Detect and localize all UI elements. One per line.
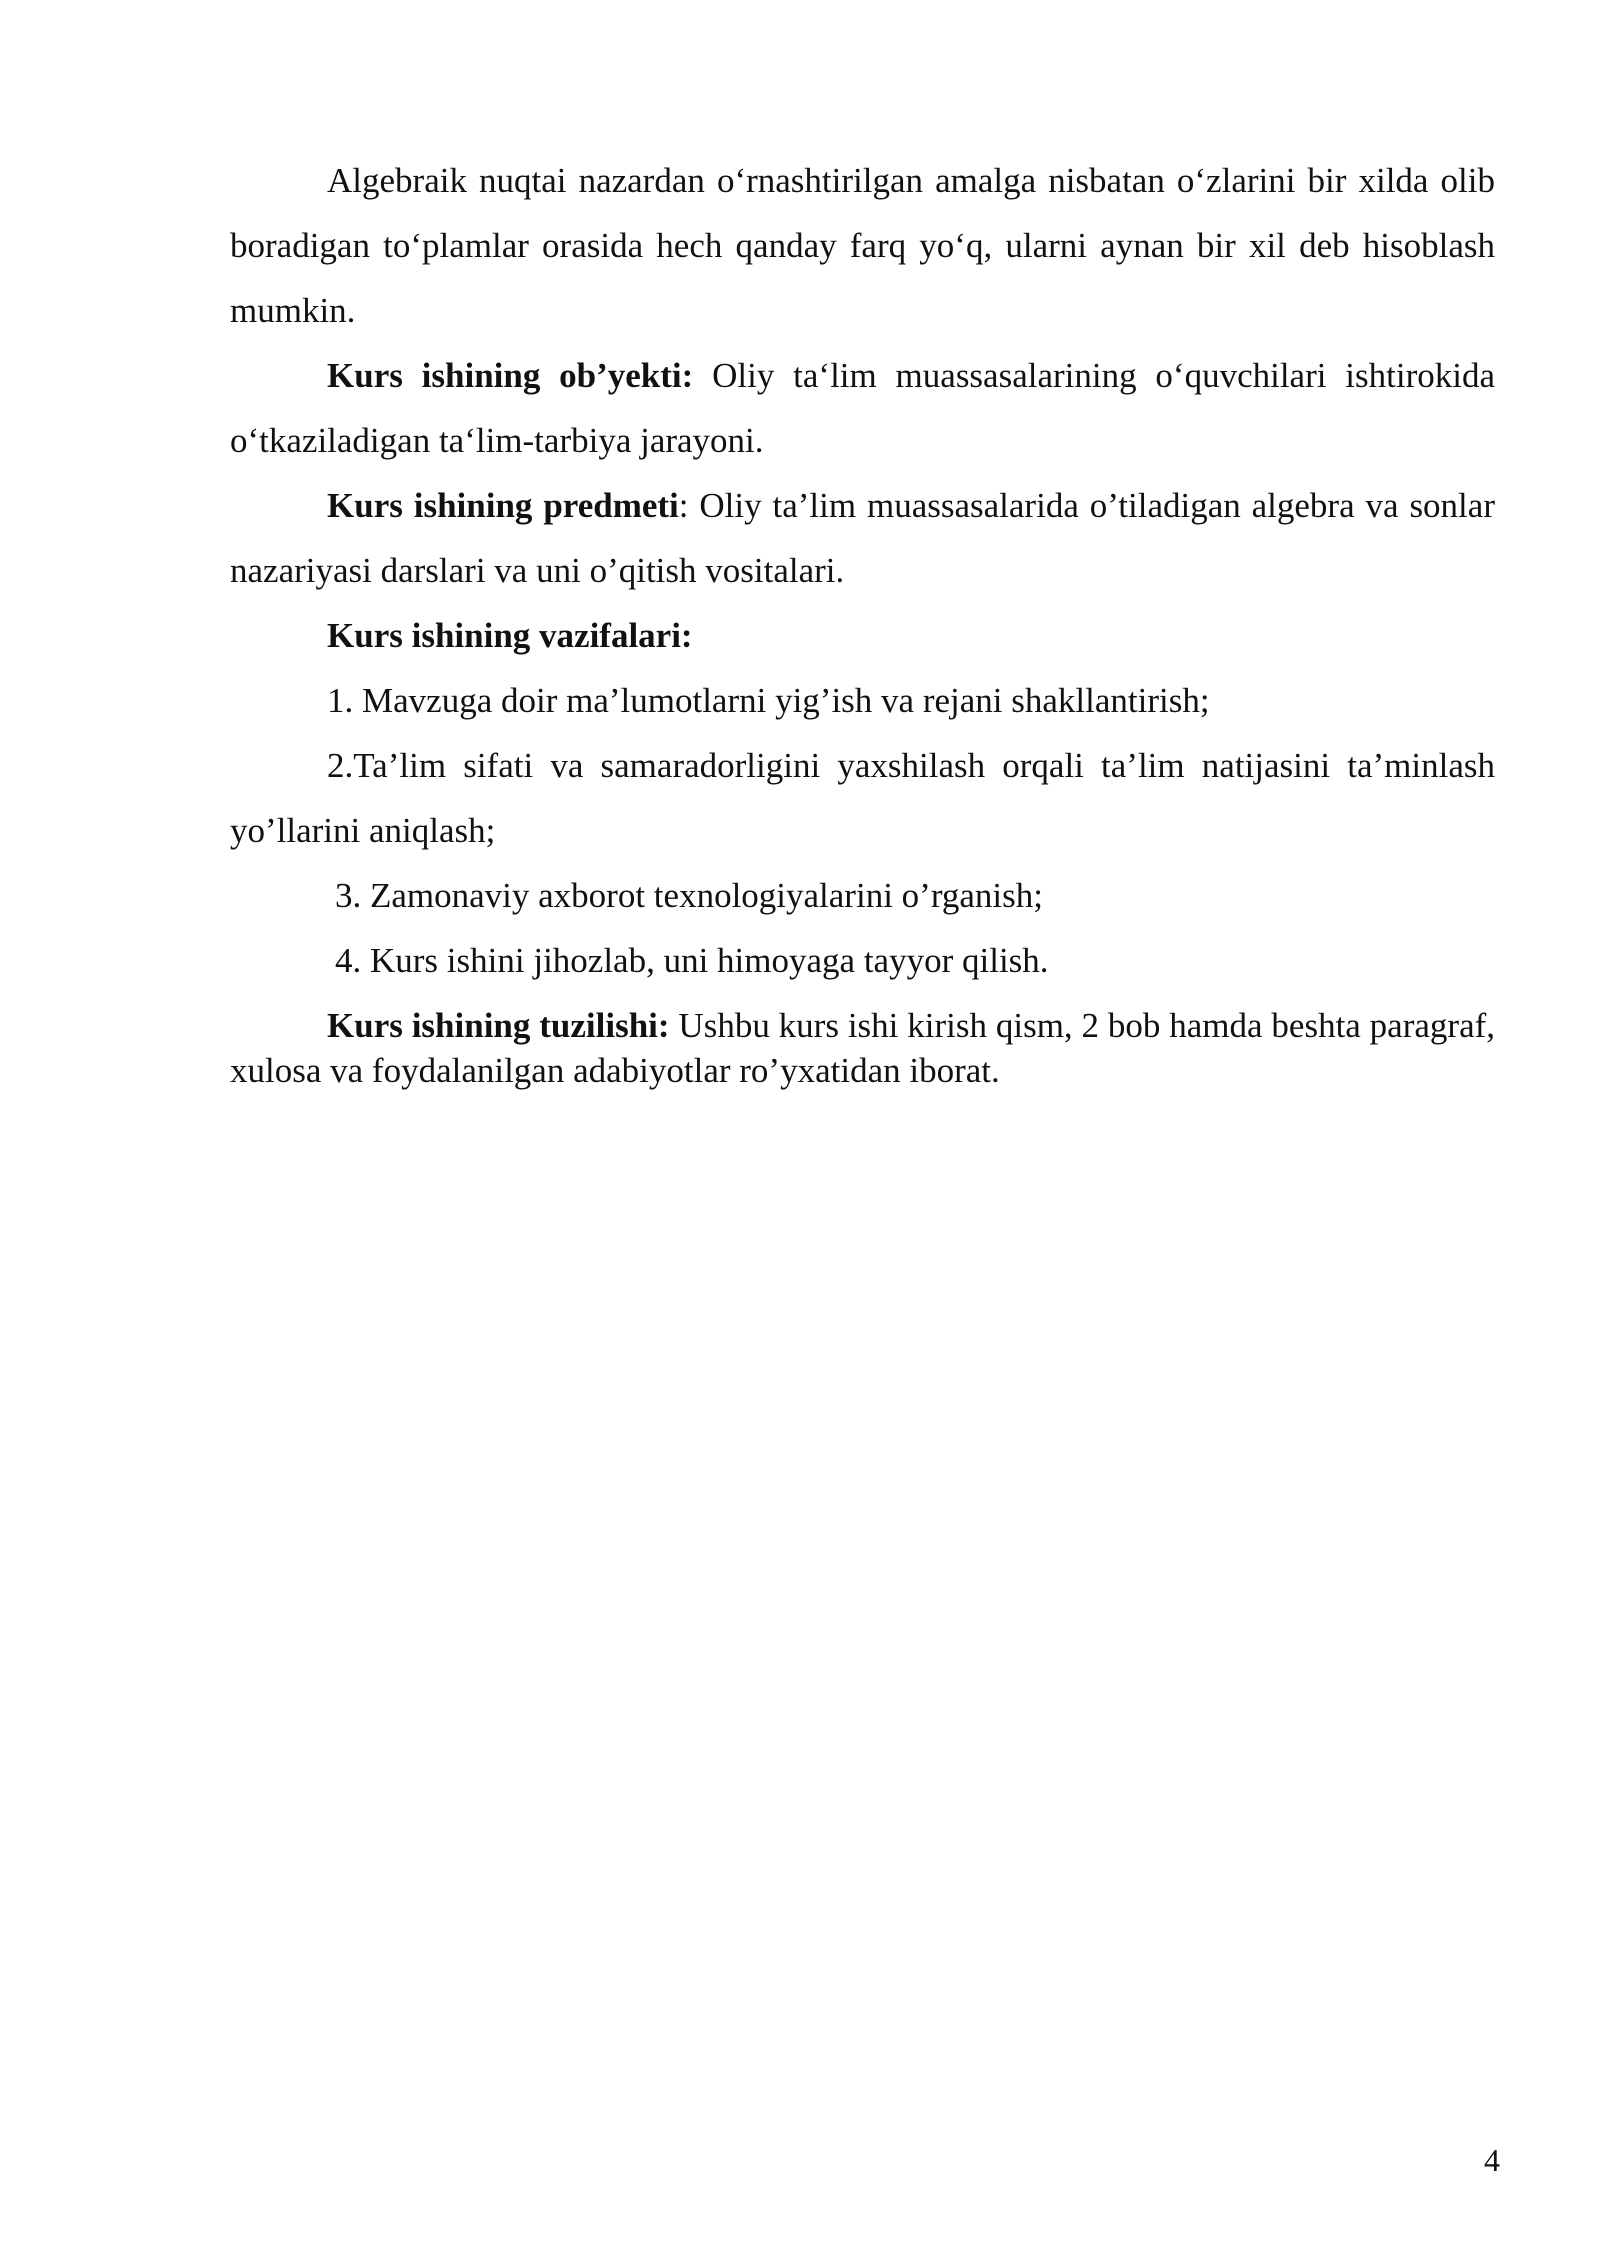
- task-2-text: 2.Ta’lim sifati va samaradorligini yaxshilash orqali ta’lim natijasini ta’minlash yo’llarini aniqlash;: [230, 746, 1495, 850]
- tasks-heading: [230, 603, 1495, 668]
- structure-paragraph: [230, 1003, 1495, 1093]
- subject-paragraph: [230, 473, 1495, 603]
- intro-paragraph: [230, 148, 1495, 343]
- task-3-text: 3. Zamonaviy axborot texnologiyalarini o’rganish;: [335, 876, 1043, 915]
- subject-text: : Oliy ta’lim muassasalarida o’tiladigan algebra va sonlar nazariyasi darslari va uni o’qitish vositalari.: [230, 486, 1495, 590]
- task-item-2: [230, 733, 1495, 863]
- tasks-label: Kurs ishining vazifalari:: [327, 616, 693, 655]
- task-1-text: 1. Mavzuga doir ma’lumotlarni yig’ish va rejani shakllantirish;: [327, 681, 1210, 720]
- intro-text: Algebraik nuqtai nazardan o‘rnashtirilgan amalga nisbatan o‘zlarini bir xilda olib boradigan to‘plamlar orasida hech qanday farq yo‘q, ularni aynan bir xil deb hisoblash mumkin.: [230, 161, 1495, 330]
- object-label: Kurs ishining ob’yekti:: [327, 356, 694, 395]
- task-4-text: 4. Kurs ishini jihozlab, uni himoyaga tayyor qilish.: [335, 941, 1049, 980]
- task-item-3: [230, 863, 1495, 928]
- task-item-1: [230, 668, 1495, 733]
- structure-text: Ushbu kurs ishi kirish qism, 2 bob hamda beshta paragraf, xulosa va foydalanilgan adabiyotlar ro’yxatidan iborat.: [230, 1006, 1496, 1090]
- task-item-4: [230, 928, 1495, 993]
- document-body: [230, 148, 1495, 1093]
- page-number: 4: [1484, 2142, 1500, 2178]
- subject-label: Kurs ishining predmeti: [327, 486, 679, 525]
- object-paragraph: [230, 343, 1495, 473]
- object-text: Oliy ta‘lim muassasalarining o‘quvchilari ishtirokida o‘tkaziladigan ta‘lim-tarbiya jarayoni.: [230, 356, 1495, 460]
- structure-label: Kurs ishining tuzilishi:: [327, 1006, 670, 1045]
